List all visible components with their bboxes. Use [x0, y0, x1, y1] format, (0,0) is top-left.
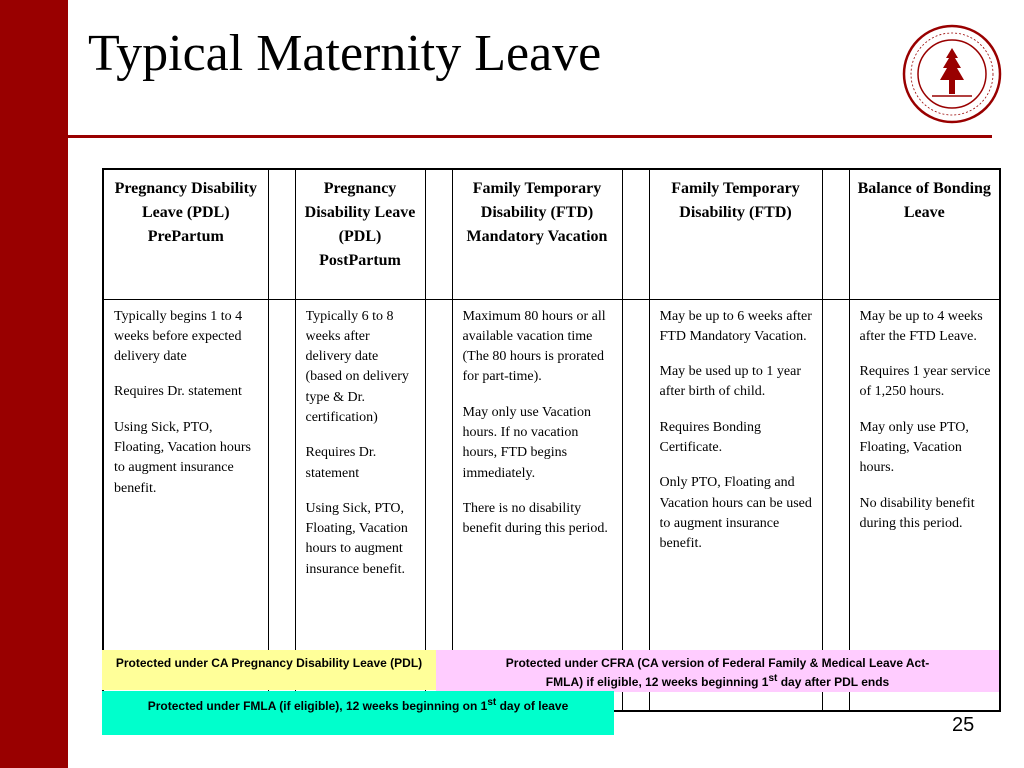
pdl-protection-banner: [102, 650, 436, 690]
cfra-banner-line2: FMLA) if eligible, 12 weeks beginning 1: [545, 675, 769, 690]
pdl-banner-text: Protected under CA Pregnancy Disability Leave (PDL): [115, 656, 423, 670]
title-divider: [68, 135, 992, 138]
cell-text: Requires Dr. statement: [114, 384, 242, 400]
cfra-banner-line2-end: day after PDL ends: [777, 675, 890, 690]
slide-title: Typical Maternity Leave: [88, 25, 602, 82]
leave-table: [102, 168, 1001, 712]
cell-text: There is no disability benefit during this period.: [462, 500, 608, 537]
cell-text: Using Sick, PTO, Floating, Vacation hours to augment insurance benefit.: [114, 419, 252, 496]
cell-text: May only use PTO, Floating, Vacation hours.: [859, 419, 969, 476]
cell-text: Requires 1 year service of 1,250 hours.: [859, 364, 991, 400]
spacer-cell: [822, 169, 849, 299]
spacer-cell: [425, 169, 452, 299]
header-ftd: Family Temporary Disability (FTD): [649, 169, 822, 299]
cell-text: Requires Dr. statement: [305, 445, 377, 481]
cfra-banner-line1: Protected under CFRA (CA version of Federal Family & Medical Leave Act-: [505, 656, 930, 670]
table-header-row: [103, 169, 1000, 299]
cell-text: Typically 6 to 8 weeks after delivery date (based on delivery type & Dr. certification): [305, 308, 409, 425]
header-pdl-postpartum: Pregnancy Disability Leave (PDL) PostPartum: [295, 169, 425, 299]
left-accent-bar: [0, 0, 68, 768]
fmla-banner-text: Protected under FMLA (if eligible), 12 weeks beginning on 1: [147, 699, 488, 713]
cell-text: Requires Bonding Certificate.: [659, 419, 761, 455]
cell-text: Typically begins 1 to 4 weeks before expected delivery date: [114, 308, 243, 365]
header-pdl-prepartum: Pregnancy Disability Leave (PDL) PrePartum: [103, 169, 268, 299]
spacer-cell: [268, 169, 295, 299]
cell-text: Using Sick, PTO, Floating, Vacation hours to augment insurance benefit.: [305, 500, 408, 577]
cell-text: Only PTO, Floating and Vacation hours can be used to augment insurance benefit.: [659, 475, 812, 552]
page-number: 25: [952, 714, 975, 736]
fmla-banner-sup: st: [487, 697, 497, 708]
fmla-banner-text-end: day of leave: [496, 699, 569, 713]
stanford-seal-icon: [902, 24, 1002, 124]
cfra-banner-sup: st: [768, 673, 778, 685]
cell-text: May only use Vacation hours. If no vacation hours, FTD begins immediately.: [462, 404, 591, 481]
fmla-protection-banner: [102, 691, 614, 735]
cfra-protection-banner: [436, 650, 999, 692]
header-ftd-mandatory-vacation: Family Temporary Disability (FTD) Mandatory Vacation: [452, 169, 622, 299]
spacer-cell: [622, 169, 649, 299]
cell-text: May be up to 6 weeks after FTD Mandatory Vacation.: [659, 308, 812, 344]
cell-text: May be used up to 1 year after birth of child.: [659, 364, 802, 400]
cell-text: Maximum 80 hours or all available vacation time (The 80 hours is prorated for part-time).: [462, 308, 606, 385]
header-bonding-leave: Balance of Bonding Leave: [849, 169, 1000, 299]
cell-text: May be up to 4 weeks after the FTD Leave.: [859, 308, 983, 344]
cell-text: No disability benefit during this period.: [859, 495, 975, 531]
